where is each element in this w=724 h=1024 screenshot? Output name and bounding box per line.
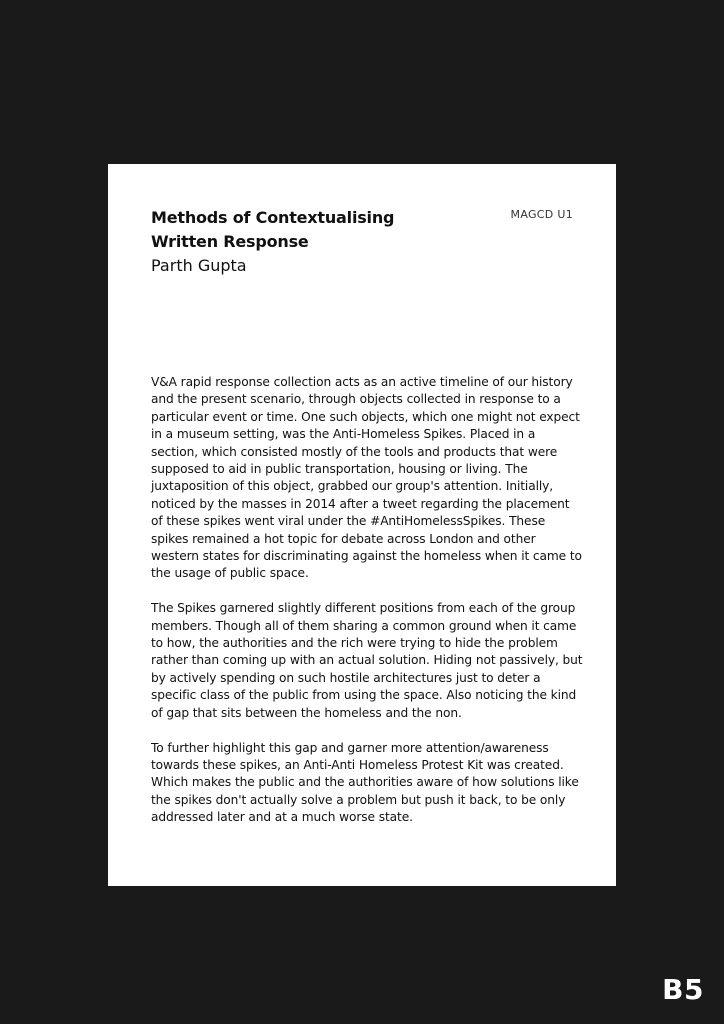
course-code: MAGCD U1: [510, 208, 573, 221]
page-label: B5: [662, 973, 704, 1006]
document-title-line-2: Written Response: [151, 232, 309, 251]
title-block: [151, 206, 481, 278]
document-title-line-1: Methods of Contextualising: [151, 208, 395, 227]
document-page: [108, 164, 616, 886]
paragraph-3: To further highlight this gap and garner more attention/awareness towards these spikes, an Anti-Anti Homeless Protest Kit was created. Which makes the public and the authorities aware of how solutions like the spikes don't actually solve a problem but push it back, to be only addressed later and at a much worse state.: [151, 740, 579, 825]
paragraph-2: The Spikes garnered slightly different positions from each of the group members. Though all of them sharing a common ground when it came to how, the authorities and the rich were trying to hide the problem rather than coming up with an actual solution. Hiding not passively, but by actively spending on such hostile architectures just to deter a specific class of the public from using the space. Also noticing the kind of gap that sits between the homeless and the non.: [151, 601, 583, 720]
document-body: [151, 374, 583, 844]
paragraph-1: V&A rapid response collection acts as an active timeline of our history and the present scenario, through objects collected in response to a particular event or time. One such objects, which one might not expect in a museum setting, was the Anti-Homeless Spikes. Placed in a section, which consisted mostly of the tools and products that were supposed to aid in public transportation, housing or living. The juxtaposition of this object, grabbed our group's attention. Initially, noticed by the masses in 2014 after a tweet regarding the placement of these spikes went viral under the #AntiHomelessSpikes. These spikes remained a hot topic for debate across London and other western states for discriminating against the homeless when it came to the usage of public space.: [151, 375, 582, 581]
author-name: Parth Gupta: [151, 256, 247, 275]
